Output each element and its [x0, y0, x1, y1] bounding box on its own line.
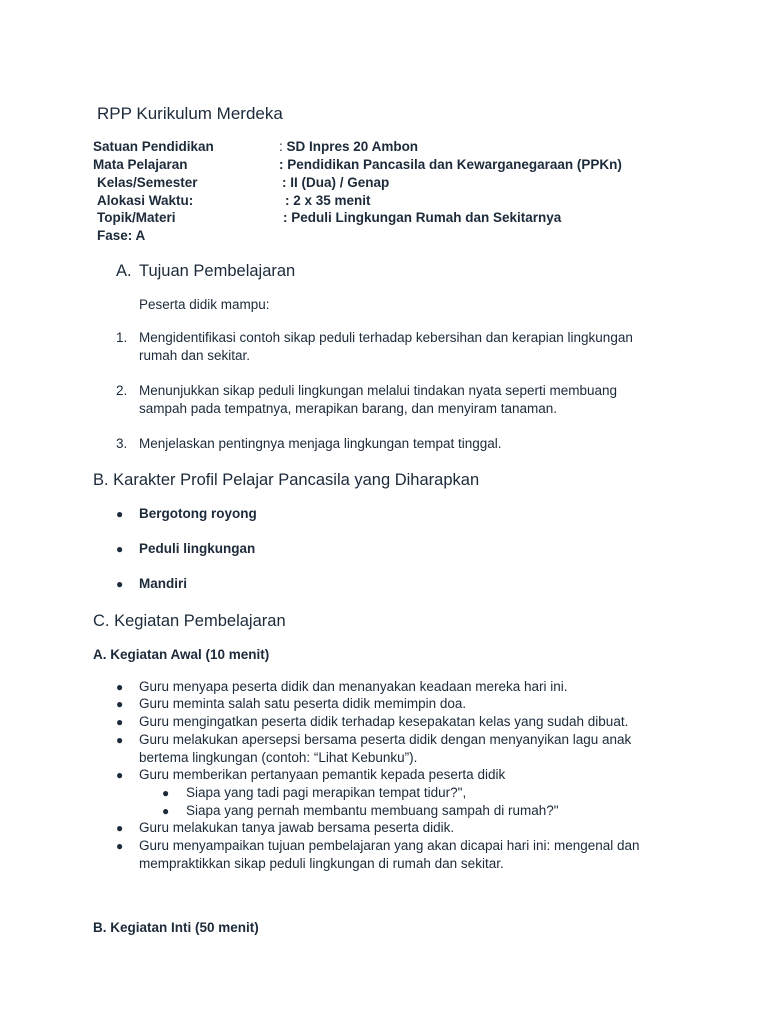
bullet-icon: ●	[116, 577, 124, 591]
meta-topik-label: Topik/Materi	[97, 210, 176, 225]
question-1: Siapa yang tadi pagi merapikan tempat tidur?",	[186, 785, 467, 800]
activity-line-5: Guru memberikan pertanyaan pemantik kepada peserta didik	[139, 767, 506, 782]
bullet-icon: ●	[116, 715, 124, 729]
activity-line-2: Guru meminta salah satu peserta didik memimpin doa.	[139, 696, 467, 711]
bullet-icon: ●	[116, 542, 124, 556]
objective-2-number: 2.	[116, 383, 128, 398]
meta-mapel-value: : Pendidikan Pancasila dan Kewarganegaraan (PPKn)	[279, 157, 622, 172]
bullet-icon: ●	[116, 821, 124, 835]
activity-line-7: Guru menyampaikan tujuan pembelajaran yang akan dicapai hari ini: mengenal dan	[139, 838, 640, 853]
activity-line-3: Guru mengingatkan peserta didik terhadap kesepakatan kelas yang sudah dibuat.	[139, 714, 629, 729]
sub-bullet-icon: ●	[162, 804, 170, 818]
meta-alokasi-label: Alokasi Waktu:	[97, 193, 194, 208]
character-item-2: Peduli lingkungan	[139, 541, 256, 556]
objective-1-number: 1.	[116, 330, 128, 345]
character-item-3: Mandiri	[139, 576, 188, 591]
meta-fase: Fase: A	[97, 228, 146, 243]
bullet-icon: ●	[116, 768, 124, 782]
meta-satuan-text: SD Inpres 20 Ambon	[286, 139, 419, 154]
bullet-icon: ●	[116, 839, 124, 853]
question-2: Siapa yang pernah membantu membuang sampah di rumah?"	[186, 803, 559, 818]
objective-1-line2: rumah dan sekitar.	[139, 348, 251, 363]
objective-3-number: 3.	[116, 436, 128, 451]
character-item-1: Bergotong royong	[139, 506, 257, 521]
meta-alokasi-value: : 2 x 35 menit	[285, 193, 371, 208]
objective-1-line1: Mengidentifikasi contoh sikap peduli terhadap kebersihan dan kerapian lingkungan	[139, 330, 633, 345]
activity-line-4-cont: bertema lingkungan (contoh: “Lihat Kebunku”).	[139, 750, 418, 765]
meta-kelas-value: : II (Dua) / Genap	[282, 175, 390, 190]
meta-satuan-value: : SD Inpres 20 Ambon	[279, 139, 419, 154]
section-b-heading: B. Karakter Profil Pelajar Pancasila yang Diharapkan	[93, 471, 480, 489]
meta-satuan-label: Satuan Pendidikan	[93, 139, 214, 154]
sub-bullet-icon: ●	[162, 786, 170, 800]
meta-mapel-label: Mata Pelajaran	[93, 157, 188, 172]
meta-topik-value: : Peduli Lingkungan Rumah dan Sekitarnya	[283, 210, 562, 225]
activity-line-6: Guru melakukan tanya jawab bersama peserta didik.	[139, 820, 455, 835]
objective-3-line1: Menjelaskan pentingnya menjaga lingkungan tempat tinggal.	[139, 436, 502, 451]
bullet-icon: ●	[116, 680, 124, 694]
bullet-icon: ●	[116, 507, 124, 521]
kegiatan-awal-heading: A. Kegiatan Awal (10 menit)	[93, 647, 270, 662]
section-a-heading: Tujuan Pembelajaran	[139, 262, 296, 280]
activity-line-7-cont: mempraktikkan sikap peduli lingkungan di rumah dan sekitar.	[139, 856, 504, 871]
objective-2-line2: sampah pada tempatnya, merapikan barang, dan menyiram tanaman.	[139, 401, 557, 416]
section-c-heading: C. Kegiatan Pembelajaran	[93, 612, 286, 630]
bullet-icon: ●	[116, 733, 124, 747]
activity-line-1: Guru menyapa peserta didik dan menanyakan keadaan mereka hari ini.	[139, 679, 568, 694]
page-title: RPP Kurikulum Merdeka	[97, 104, 283, 123]
section-a-marker: A.	[116, 262, 132, 280]
kegiatan-inti-heading: B. Kegiatan Inti (50 menit)	[93, 920, 259, 935]
bullet-icon: ●	[116, 697, 124, 711]
section-a-intro: Peserta didik mampu:	[139, 297, 270, 312]
meta-kelas-label: Kelas/Semester	[97, 175, 198, 190]
objective-2-line1: Menunjukkan sikap peduli lingkungan melalui tindakan nyata seperti membuang	[139, 383, 618, 398]
activity-line-4: Guru melakukan apersepsi bersama peserta didik dengan menyanyikan lagu anak	[139, 732, 632, 747]
